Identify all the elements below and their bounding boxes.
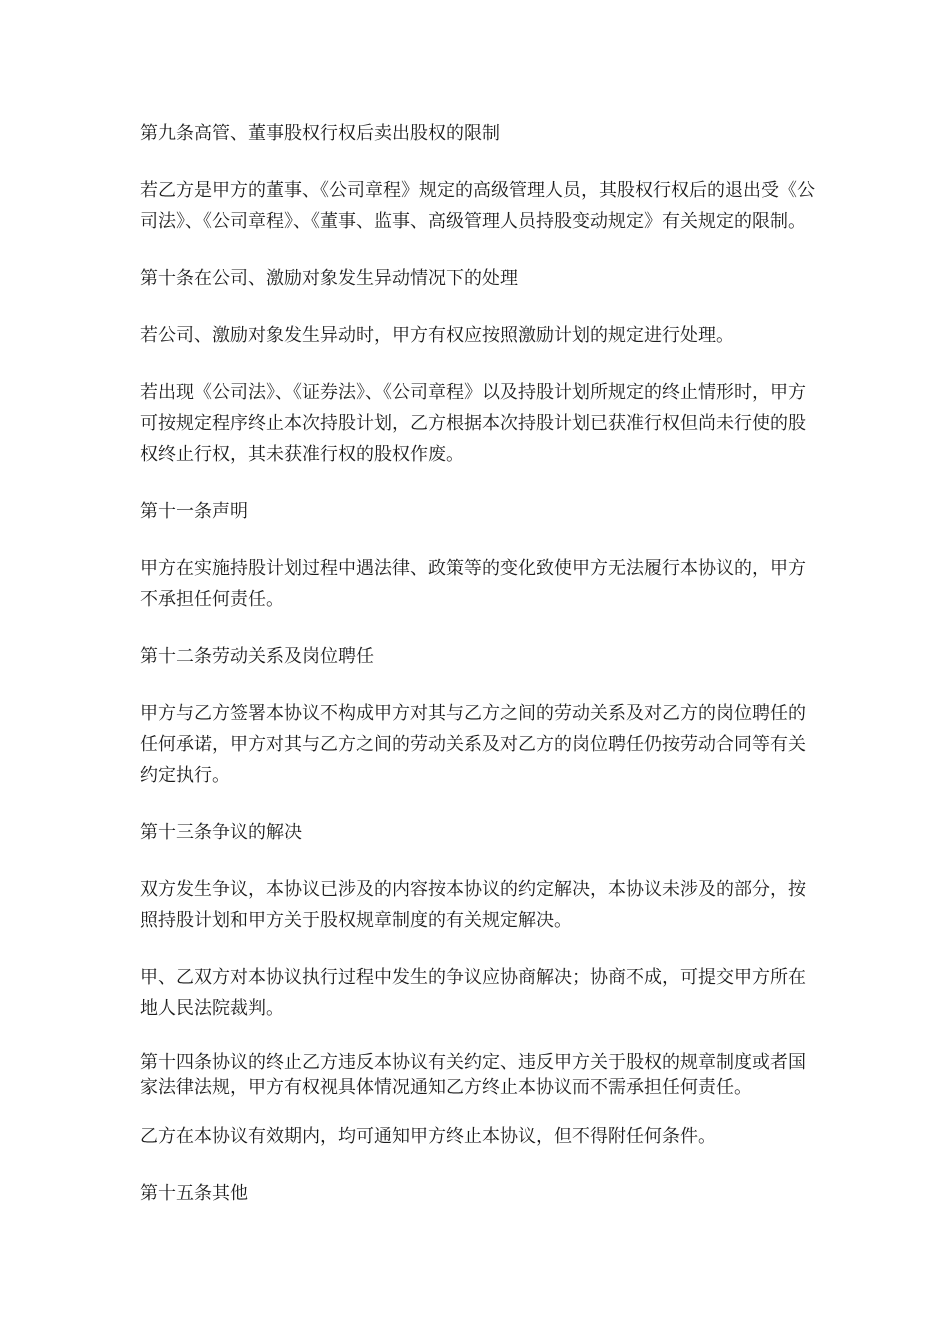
article-13-paragraph-2: 甲、乙双方对本协议执行过程中发生的争议应协商解决；协商不成，可提交甲方所在地人民法院裁判。 (140, 967, 806, 1019)
article-9-heading: 第九条高管、董事股权行权后卖出股权的限制 (140, 123, 500, 144)
article-12-heading: 第十二条劳动关系及岗位聘任 (140, 646, 374, 667)
article-11-heading: 第十一条声明 (140, 501, 248, 522)
article-10-heading: 第十条在公司、激励对象发生异动情况下的处理 (140, 268, 518, 289)
article-9-paragraph: 若乙方是甲方的董事、《公司章程》规定的高级管理人员，其股权行权后的退出受《公司法》、《公司章程》、《董事、监事、高级管理人员持股变动规定》有关规定的限制。 (140, 180, 815, 232)
article-11-paragraph: 甲方在实施持股计划过程中遇法律、政策等的变化致使甲方无法履行本协议的，甲方不承担任何责任。 (140, 558, 806, 610)
article-13-paragraph-1: 双方发生争议，本协议已涉及的内容按本协议的约定解决，本协议未涉及的部分，按照持股计划和甲方关于股权规章制度的有关规定解决。 (140, 879, 806, 931)
article-13-heading: 第十三条争议的解决 (140, 822, 302, 843)
article-14-paragraph-1: 第十四条协议的终止乙方违反本协议有关约定、违反甲方关于股权的规章制度或者国家法律法规，甲方有权视具体情况通知乙方终止本协议而不需承担任何责任。 (140, 1052, 806, 1098)
article-10-paragraph-2: 若出现《公司法》、《证券法》、《公司章程》以及持股计划所规定的终止情形时，甲方可按规定程序终止本次持股计划，乙方根据本次持股计划已获准行权但尚未行使的股权终止行权，其未获准行权的股权作废。 (140, 382, 806, 465)
article-14-paragraph-2: 乙方在本协议有效期内，均可通知甲方终止本协议，但不得附任何条件。 (140, 1126, 716, 1147)
document-body (140, 118, 820, 1235)
article-15-heading: 第十五条其他 (140, 1183, 248, 1204)
article-12-paragraph: 甲方与乙方签署本协议不构成甲方对其与乙方之间的劳动关系及对乙方的岗位聘任的任何承诺，甲方对其与乙方之间的劳动关系及对乙方的岗位聘任仍按劳动合同等有关约定执行。 (140, 703, 806, 786)
article-10-paragraph-1: 若公司、激励对象发生异动时，甲方有权应按照激励计划的规定进行处理。 (140, 325, 734, 346)
